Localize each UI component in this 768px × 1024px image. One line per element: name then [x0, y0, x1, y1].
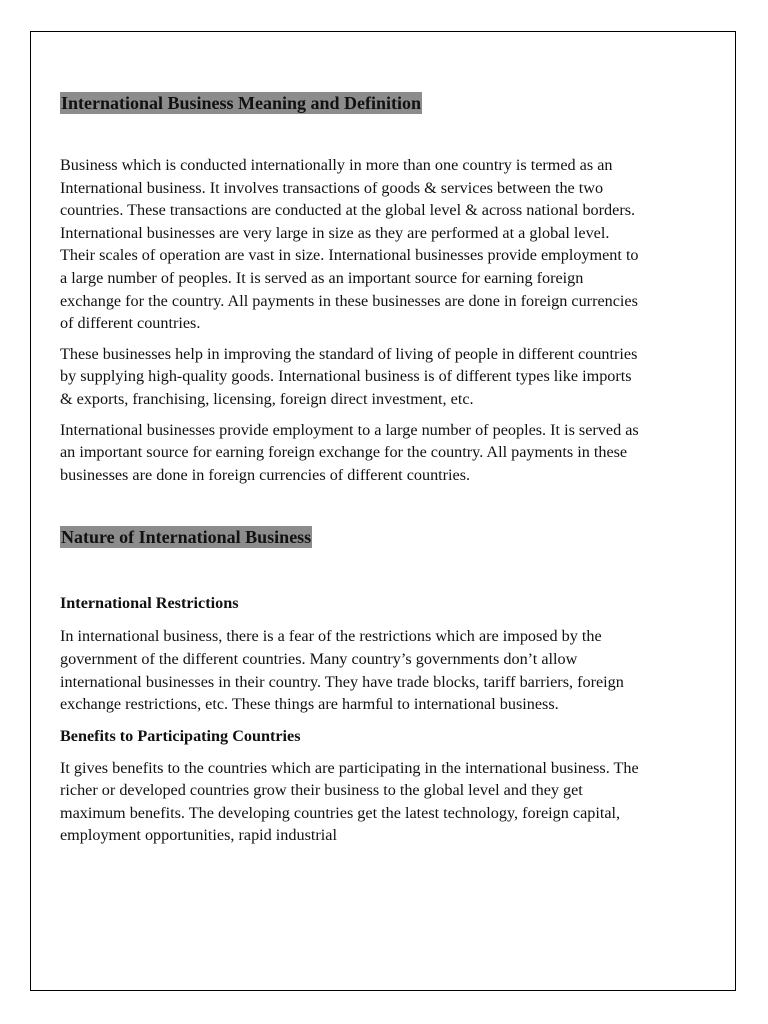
paragraph-intro-2: These businesses help in improving the standard of living of people in different countries by supplying high-quality goods. International business is of different types like imports & exports, franchising, licensing, foreign direct investment, etc. [60, 344, 638, 408]
document-content [60, 62, 645, 847]
paragraph-benefits: It gives benefits to the countries which are participating in the international business. The richer or developed countries grow their business to the global level and they get maximum benefits. The developing countries get the latest technology, foreign capital, employment opportunities, rapid industrial [60, 758, 639, 845]
heading-nature: Nature of International Business [61, 527, 312, 548]
subheading-benefits: Benefits to Participating Countries [60, 726, 301, 745]
heading-meaning-definition: International Business Meaning and Definition [61, 93, 422, 113]
subheading-international-restrictions: International Restrictions [60, 594, 239, 613]
paragraph-intro-3: International businesses provide employment to a large number of peoples. It is served as an important source for earning foreign exchange for the country. All payments in these businesses are done in foreign currencies of different countries. [60, 420, 639, 484]
paragraph-intro-1: Business which is conducted internationally in more than one country is termed as an International business. It involves transactions of goods & services between the two countries. These transactions are conducted at the global level & across national borders. International businesses are very large in size as they are performed at a global level. Their scales of operation are vast in size. International businesses provide employment to a large number of peoples. It is served as an important source for earning foreign exchange for the country. All payments in these businesses are done in foreign currencies of different countries. [60, 156, 639, 333]
paragraph-international-restrictions: In international business, there is a fear of the restrictions which are imposed by the government of the different countries. Many country’s governments don’t allow international businesses in their country. They have trade blocks, tariff barriers, foreign exchange restrictions, etc. These things are harmful to international business. [60, 627, 624, 714]
